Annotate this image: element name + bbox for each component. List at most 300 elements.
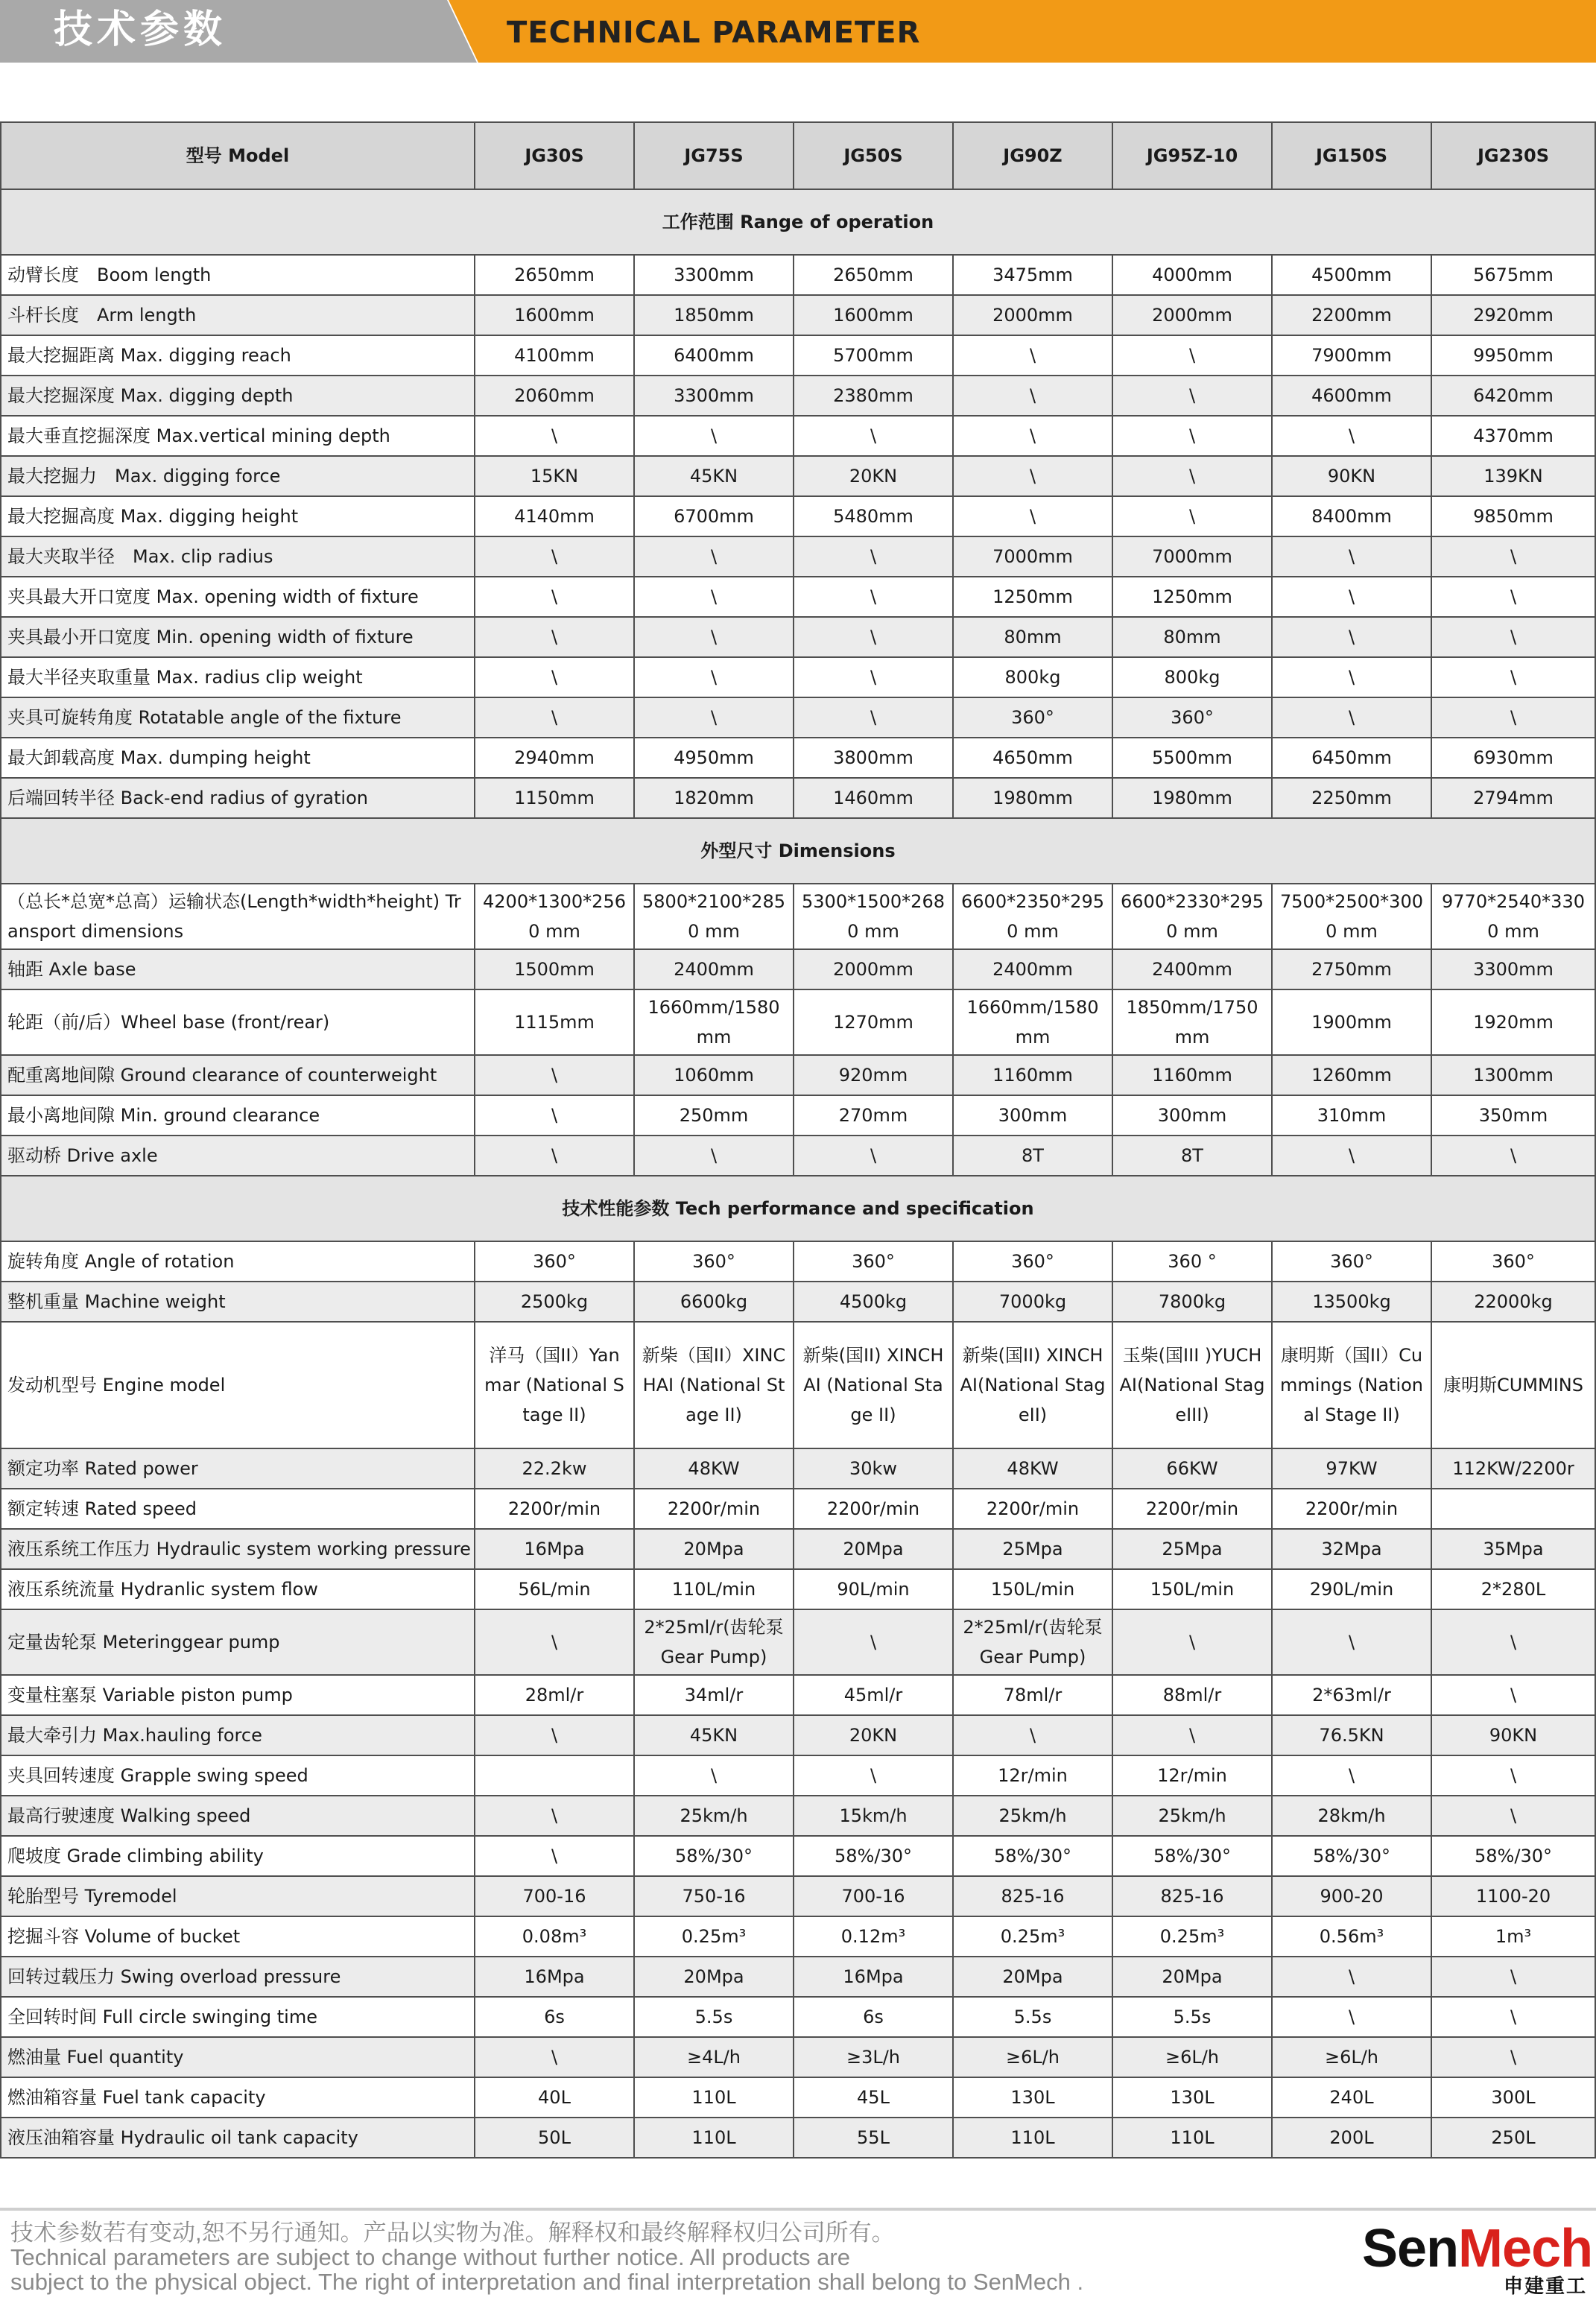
table-row: [1, 1241, 1595, 1282]
value-cell: 0.56m³: [1272, 1916, 1431, 1957]
row-label: 最大夹取半径 Max. clip radius: [1, 536, 475, 577]
value-cell: \: [1431, 1609, 1595, 1675]
value-cell: 2380mm: [794, 376, 953, 416]
row-label: 额定转速 Rated speed: [1, 1489, 475, 1529]
value-cell: 1660mm/1580mm: [634, 989, 794, 1055]
value-cell: 56L/min: [475, 1569, 634, 1609]
value-cell: \: [1272, 416, 1431, 456]
value-cell: \: [953, 456, 1112, 496]
value-cell: 0.08m³: [475, 1916, 634, 1957]
value-cell: 28km/h: [1272, 1796, 1431, 1836]
value-cell: \: [475, 617, 634, 657]
value-cell: 8400mm: [1272, 496, 1431, 536]
value-cell: 1920mm: [1431, 989, 1595, 1055]
value-cell: 58%/30°: [634, 1836, 794, 1876]
value-cell: 6600*2350*2950 mm: [953, 884, 1112, 949]
value-cell: 55L: [794, 2118, 953, 2158]
value-cell: \: [1431, 1675, 1595, 1715]
row-label: 全回转时间 Full circle swinging time: [1, 1997, 475, 2037]
value-cell: 58%/30°: [1112, 1836, 1272, 1876]
value-cell: \: [1112, 1715, 1272, 1755]
table-row: [1, 335, 1595, 376]
table-row: [1, 657, 1595, 697]
value-cell: 20Mpa: [634, 1957, 794, 1997]
value-cell: 300mm: [953, 1095, 1112, 1136]
value-cell: 250mm: [634, 1095, 794, 1136]
table-row: [1, 1322, 1595, 1448]
value-cell: \: [475, 1796, 634, 1836]
value-cell: 6930mm: [1431, 738, 1595, 778]
value-cell: 66KW: [1112, 1448, 1272, 1489]
value-cell: 2000mm: [1112, 295, 1272, 335]
row-label: 夹具最小开口宽度 Min. opening width of fixture: [1, 617, 475, 657]
value-cell: \: [475, 697, 634, 738]
value-cell: 2200r/min: [794, 1489, 953, 1529]
table-row: [1, 697, 1595, 738]
senmech-logo: [1362, 2219, 1593, 2298]
value-cell: 2200r/min: [953, 1489, 1112, 1529]
model-name-cell: JG50S: [794, 122, 953, 189]
value-cell: 110L: [634, 2077, 794, 2118]
value-cell: 45KN: [634, 1715, 794, 1755]
row-label: 定量齿轮泵 Meteringgear pump: [1, 1609, 475, 1675]
value-cell: 920mm: [794, 1055, 953, 1095]
value-cell: \: [794, 697, 953, 738]
value-cell: 3300mm: [1431, 949, 1595, 989]
value-cell: 3800mm: [794, 738, 953, 778]
value-cell: 360°: [794, 1241, 953, 1282]
value-cell: 112KW/2200r: [1431, 1448, 1595, 1489]
table-row: [1, 1796, 1595, 1836]
model-header-cell: 型号 Model: [1, 122, 475, 189]
value-cell: 1160mm: [953, 1055, 1112, 1095]
value-cell: \: [953, 376, 1112, 416]
value-cell: 110L: [1112, 2118, 1272, 2158]
value-cell: 4370mm: [1431, 416, 1595, 456]
value-cell: 700-16: [475, 1876, 634, 1916]
table-row: [1, 1957, 1595, 1997]
value-cell: \: [1112, 335, 1272, 376]
value-cell: 58%/30°: [1272, 1836, 1431, 1876]
value-cell: \: [794, 1136, 953, 1176]
value-cell: 139KN: [1431, 456, 1595, 496]
value-cell: 25km/h: [953, 1796, 1112, 1836]
value-cell: 80mm: [1112, 617, 1272, 657]
value-cell: 22.2kw: [475, 1448, 634, 1489]
table-row: [1, 1569, 1595, 1609]
value-cell: 7000mm: [953, 536, 1112, 577]
value-cell: \: [475, 2037, 634, 2077]
value-cell: 50L: [475, 2118, 634, 2158]
row-label: 液压系统流量 Hydranlic system flow: [1, 1569, 475, 1609]
logo-wordmark: [1362, 2219, 1592, 2278]
model-name-cell: JG30S: [475, 122, 634, 189]
value-cell: \: [794, 657, 953, 697]
header-banner: [0, 0, 1596, 63]
value-cell: 2920mm: [1431, 295, 1595, 335]
row-label: 爬坡度 Grade climbing ability: [1, 1836, 475, 1876]
value-cell: 1980mm: [953, 778, 1112, 818]
value-cell: 130L: [953, 2077, 1112, 2118]
value-cell: 15km/h: [794, 1796, 953, 1836]
value-cell: 4000mm: [1112, 255, 1272, 295]
value-cell: 825-16: [953, 1876, 1112, 1916]
value-cell: 110L: [953, 2118, 1112, 2158]
value-cell: \: [1112, 1609, 1272, 1675]
table-row: [1, 2037, 1595, 2077]
value-cell: 700-16: [794, 1876, 953, 1916]
value-cell: 16Mpa: [475, 1957, 634, 1997]
value-cell: 110L/min: [634, 1569, 794, 1609]
value-cell: 5.5s: [634, 1997, 794, 2037]
value-cell: 新柴(国II) XINCHAI (National Stage II): [794, 1322, 953, 1448]
value-cell: \: [634, 577, 794, 617]
row-label: 轮胎型号 Tyremodel: [1, 1876, 475, 1916]
value-cell: 1250mm: [953, 577, 1112, 617]
value-cell: 8T: [953, 1136, 1112, 1176]
value-cell: 2400mm: [1112, 949, 1272, 989]
value-cell: 9850mm: [1431, 496, 1595, 536]
row-label: 最大卸载高度 Max. dumping height: [1, 738, 475, 778]
value-cell: 1m³: [1431, 1916, 1595, 1957]
value-cell: 1300mm: [1431, 1055, 1595, 1095]
row-label: 液压系统工作压力 Hydraulic system working pressure: [1, 1529, 475, 1569]
table-row: [1, 1136, 1595, 1176]
value-cell: [475, 1755, 634, 1796]
value-cell: 16Mpa: [794, 1957, 953, 1997]
value-cell: 1115mm: [475, 989, 634, 1055]
value-cell: 130L: [1112, 2077, 1272, 2118]
value-cell: \: [475, 1609, 634, 1675]
value-cell: 32Mpa: [1272, 1529, 1431, 1569]
value-cell: \: [1272, 1957, 1431, 1997]
value-cell: \: [1112, 456, 1272, 496]
table-row: [1, 1675, 1595, 1715]
value-cell: 20Mpa: [794, 1529, 953, 1569]
value-cell: 5800*2100*2850 mm: [634, 884, 794, 949]
row-label: 驱动桥 Drive axle: [1, 1136, 475, 1176]
value-cell: 8T: [1112, 1136, 1272, 1176]
value-cell: 7000kg: [953, 1282, 1112, 1322]
table-row: [1, 295, 1595, 335]
value-cell: 4600mm: [1272, 376, 1431, 416]
value-cell: 97KW: [1272, 1448, 1431, 1489]
table-row: [1, 536, 1595, 577]
value-cell: 4650mm: [953, 738, 1112, 778]
value-cell: 康明斯（国II）Cummings (National Stage II): [1272, 1322, 1431, 1448]
footer-notice-en-2: subject to the physical object. The right of interpretation and final interpretation shall belong to SenMech .: [10, 2269, 1084, 2295]
value-cell: ≥6L/h: [1112, 2037, 1272, 2077]
value-cell: 0.25m³: [634, 1916, 794, 1957]
value-cell: 25Mpa: [1112, 1529, 1272, 1569]
value-cell: 2650mm: [794, 255, 953, 295]
value-cell: \: [634, 536, 794, 577]
value-cell: \: [953, 496, 1112, 536]
value-cell: 9770*2540*3300 mm: [1431, 884, 1595, 949]
value-cell: 20KN: [794, 1715, 953, 1755]
value-cell: 2*63ml/r: [1272, 1675, 1431, 1715]
value-cell: \: [1272, 1997, 1431, 2037]
value-cell: 80mm: [953, 617, 1112, 657]
value-cell: 48KW: [634, 1448, 794, 1489]
value-cell: \: [794, 1609, 953, 1675]
value-cell: 1460mm: [794, 778, 953, 818]
value-cell: 20Mpa: [953, 1957, 1112, 1997]
value-cell: 3300mm: [634, 255, 794, 295]
value-cell: 2940mm: [475, 738, 634, 778]
header-title-cn: 技术参数: [54, 7, 227, 52]
row-label: 最大挖掘高度 Max. digging height: [1, 496, 475, 536]
value-cell: 7000mm: [1112, 536, 1272, 577]
value-cell: 25km/h: [634, 1796, 794, 1836]
row-label: 额定功率 Rated power: [1, 1448, 475, 1489]
value-cell: 34ml/r: [634, 1675, 794, 1715]
value-cell: 310mm: [1272, 1095, 1431, 1136]
spec-table: [0, 121, 1596, 2159]
value-cell: 270mm: [794, 1095, 953, 1136]
value-cell: \: [1272, 617, 1431, 657]
value-cell: 玉柴(国III )YUCHAI(National StageIII): [1112, 1322, 1272, 1448]
value-cell: 58%/30°: [1431, 1836, 1595, 1876]
value-cell: 6600kg: [634, 1282, 794, 1322]
value-cell: 0.25m³: [953, 1916, 1112, 1957]
value-cell: 12r/min: [1112, 1755, 1272, 1796]
model-name-cell: JG75S: [634, 122, 794, 189]
value-cell: 2200r/min: [1112, 1489, 1272, 1529]
value-cell: \: [634, 617, 794, 657]
value-cell: 1600mm: [794, 295, 953, 335]
value-cell: \: [953, 335, 1112, 376]
value-cell: 5675mm: [1431, 255, 1595, 295]
table-row: [1, 1448, 1595, 1489]
row-label: 最大半径夹取重量 Max. radius clip weight: [1, 657, 475, 697]
value-cell: 240L: [1272, 2077, 1431, 2118]
model-name-cell: JG230S: [1431, 122, 1595, 189]
table-row: [1, 1916, 1595, 1957]
value-cell: 300mm: [1112, 1095, 1272, 1136]
value-cell: 20Mpa: [634, 1529, 794, 1569]
table-row: [1, 949, 1595, 989]
table-row: [1, 2077, 1595, 2118]
section-header-row: [1, 818, 1595, 884]
value-cell: \: [794, 1755, 953, 1796]
value-cell: 9950mm: [1431, 335, 1595, 376]
value-cell: 1270mm: [794, 989, 953, 1055]
row-label: 后端回转半径 Back-end radius of gyration: [1, 778, 475, 818]
value-cell: 4140mm: [475, 496, 634, 536]
value-cell: 90L/min: [794, 1569, 953, 1609]
section-title: 外型尺寸 Dimensions: [1, 818, 1595, 884]
value-cell: 13500kg: [1272, 1282, 1431, 1322]
value-cell: 6450mm: [1272, 738, 1431, 778]
value-cell: \: [1272, 1136, 1431, 1176]
value-cell: 90KN: [1431, 1715, 1595, 1755]
value-cell: 35Mpa: [1431, 1529, 1595, 1569]
table-row: [1, 1997, 1595, 2037]
value-cell: 7500*2500*3000 mm: [1272, 884, 1431, 949]
value-cell: \: [1431, 1755, 1595, 1796]
value-cell: 48KW: [953, 1448, 1112, 1489]
value-cell: 5500mm: [1112, 738, 1272, 778]
value-cell: \: [634, 657, 794, 697]
value-cell: 2200r/min: [634, 1489, 794, 1529]
value-cell: 7900mm: [1272, 335, 1431, 376]
value-cell: 90KN: [1272, 456, 1431, 496]
value-cell: 2250mm: [1272, 778, 1431, 818]
value-cell: 30kw: [794, 1448, 953, 1489]
table-row: [1, 778, 1595, 818]
table-row: [1, 456, 1595, 496]
value-cell: 1500mm: [475, 949, 634, 989]
value-cell: 45L: [794, 2077, 953, 2118]
row-label: 最大挖掘距离 Max. digging reach: [1, 335, 475, 376]
value-cell: 6420mm: [1431, 376, 1595, 416]
value-cell: \: [1431, 2037, 1595, 2077]
value-cell: 4950mm: [634, 738, 794, 778]
table-row: [1, 1095, 1595, 1136]
table-row: [1, 376, 1595, 416]
value-cell: 110L: [634, 2118, 794, 2158]
table-row: [1, 1489, 1595, 1529]
table-row: [1, 1529, 1595, 1569]
table-row: [1, 1755, 1595, 1796]
value-cell: 45KN: [634, 456, 794, 496]
value-cell: 6600*2330*2950 mm: [1112, 884, 1272, 949]
row-label: 轴距 Axle base: [1, 949, 475, 989]
value-cell: \: [1112, 496, 1272, 536]
value-cell: 2400mm: [634, 949, 794, 989]
value-cell: 1600mm: [475, 295, 634, 335]
value-cell: 25Mpa: [953, 1529, 1112, 1569]
value-cell: 150L/min: [953, 1569, 1112, 1609]
row-label: 变量柱塞泵 Variable piston pump: [1, 1675, 475, 1715]
value-cell: \: [953, 416, 1112, 456]
value-cell: \: [475, 536, 634, 577]
value-cell: ≥6L/h: [953, 2037, 1112, 2077]
value-cell: 12r/min: [953, 1755, 1112, 1796]
value-cell: 15KN: [475, 456, 634, 496]
value-cell: 200L: [1272, 2118, 1431, 2158]
value-cell: 6400mm: [634, 335, 794, 376]
value-cell: 4500kg: [794, 1282, 953, 1322]
value-cell: \: [1431, 1796, 1595, 1836]
value-cell: 360 °: [1112, 1241, 1272, 1282]
row-label: 燃油箱容量 Fuel tank capacity: [1, 2077, 475, 2118]
row-label: 液压油箱容量 Hydraulic oil tank capacity: [1, 2118, 475, 2158]
value-cell: 1060mm: [634, 1055, 794, 1095]
value-cell: 3300mm: [634, 376, 794, 416]
value-cell: \: [1431, 536, 1595, 577]
value-cell: 250L: [1431, 2118, 1595, 2158]
logo-part-mech: Mech: [1458, 2219, 1593, 2278]
value-cell: 20KN: [794, 456, 953, 496]
value-cell: 800kg: [953, 657, 1112, 697]
value-cell: \: [475, 1095, 634, 1136]
value-cell: 360°: [1112, 697, 1272, 738]
value-cell: \: [634, 697, 794, 738]
value-cell: 750-16: [634, 1876, 794, 1916]
row-label: 轮距（前/后）Wheel base (front/rear): [1, 989, 475, 1055]
value-cell: 300L: [1431, 2077, 1595, 2118]
value-cell: \: [794, 617, 953, 657]
value-cell: 6s: [475, 1997, 634, 2037]
value-cell: 2200r/min: [475, 1489, 634, 1529]
value-cell: 360°: [475, 1241, 634, 1282]
value-cell: 1980mm: [1112, 778, 1272, 818]
table-row: [1, 617, 1595, 657]
section-header-row: [1, 189, 1595, 255]
value-cell: 45ml/r: [794, 1675, 953, 1715]
value-cell: \: [475, 1715, 634, 1755]
table-row: [1, 884, 1595, 949]
value-cell: \: [794, 416, 953, 456]
value-cell: 4200*1300*2560 mm: [475, 884, 634, 949]
value-cell: \: [1272, 577, 1431, 617]
value-cell: 20Mpa: [1112, 1957, 1272, 1997]
value-cell: 2500kg: [475, 1282, 634, 1322]
value-cell: 28ml/r: [475, 1675, 634, 1715]
value-cell: [1431, 1489, 1595, 1529]
value-cell: 2750mm: [1272, 949, 1431, 989]
value-cell: 1100-20: [1431, 1876, 1595, 1916]
value-cell: \: [1272, 657, 1431, 697]
value-cell: 40L: [475, 2077, 634, 2118]
value-cell: \: [1272, 536, 1431, 577]
row-label: 配重离地间隙 Ground clearance of counterweight: [1, 1055, 475, 1095]
value-cell: 1900mm: [1272, 989, 1431, 1055]
value-cell: \: [475, 1836, 634, 1876]
value-cell: 360°: [634, 1241, 794, 1282]
row-label: 整机重量 Machine weight: [1, 1282, 475, 1322]
value-cell: 150L/min: [1112, 1569, 1272, 1609]
value-cell: \: [1112, 416, 1272, 456]
value-cell: 新柴（国II）XINCHAI (National Stage II): [634, 1322, 794, 1448]
value-cell: \: [794, 536, 953, 577]
table-row: [1, 1715, 1595, 1755]
value-cell: 6s: [794, 1997, 953, 2037]
model-name-cell: JG90Z: [953, 122, 1112, 189]
value-cell: 2200mm: [1272, 295, 1431, 335]
value-cell: 0.12m³: [794, 1916, 953, 1957]
value-cell: 5300*1500*2680 mm: [794, 884, 953, 949]
value-cell: 16Mpa: [475, 1529, 634, 1569]
value-cell: 5.5s: [953, 1997, 1112, 2037]
value-cell: 76.5KN: [1272, 1715, 1431, 1755]
table-row: [1, 1282, 1595, 1322]
value-cell: 7800kg: [1112, 1282, 1272, 1322]
section-header-row: [1, 1176, 1595, 1241]
footer-notice-cn: 技术参数若有变动,恕不另行通知。产品以实物为准。解释权和最终解释权归公司所有。: [10, 2220, 895, 2246]
value-cell: 350mm: [1431, 1095, 1595, 1136]
value-cell: 3475mm: [953, 255, 1112, 295]
value-cell: 1160mm: [1112, 1055, 1272, 1095]
row-label: 回转过载压力 Swing overload pressure: [1, 1957, 475, 1997]
value-cell: 5700mm: [794, 335, 953, 376]
value-cell: 25km/h: [1112, 1796, 1272, 1836]
model-name-cell: JG150S: [1272, 122, 1431, 189]
row-label: 斗杆长度 Arm length: [1, 295, 475, 335]
value-cell: 2*25ml/r(齿轮泵 Gear Pump): [953, 1609, 1112, 1675]
value-cell: 2000mm: [953, 295, 1112, 335]
table-row: [1, 255, 1595, 295]
value-cell: \: [953, 1715, 1112, 1755]
value-cell: 825-16: [1112, 1876, 1272, 1916]
value-cell: 2200r/min: [1272, 1489, 1431, 1529]
value-cell: \: [634, 1755, 794, 1796]
value-cell: 2*25ml/r(齿轮泵 Gear Pump): [634, 1609, 794, 1675]
value-cell: ≥3L/h: [794, 2037, 953, 2077]
row-label: 发动机型号 Engine model: [1, 1322, 475, 1448]
